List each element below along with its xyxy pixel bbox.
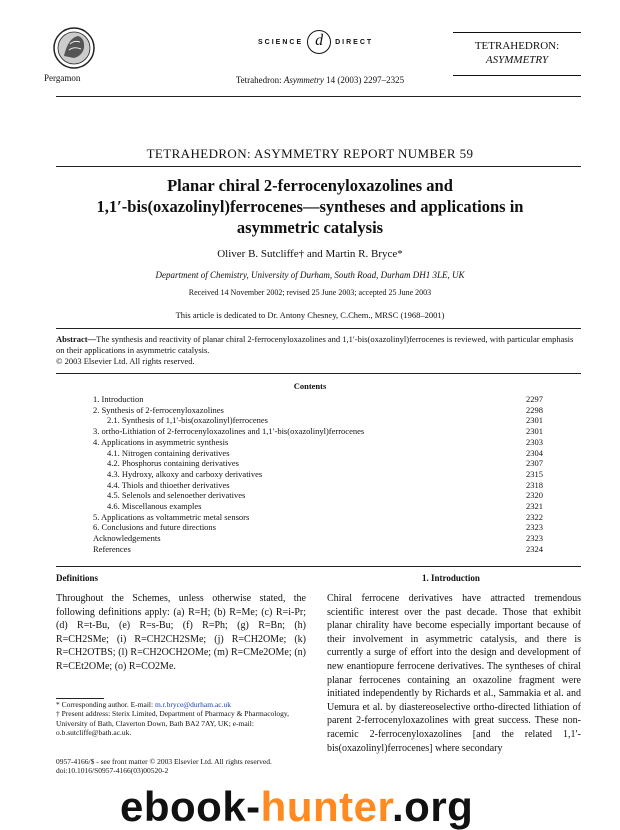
introduction-heading: 1. Introduction [422, 573, 480, 583]
journal-title-box [453, 32, 581, 76]
toc-entry [93, 469, 543, 480]
contents-divider [56, 566, 581, 567]
title-divider [56, 166, 581, 167]
toc-entry-page: 2304 [526, 447, 543, 458]
toc-entry-label: 2.1. Synthesis of 1,1′-bis(oxazolinyl)ferrocenes [107, 415, 268, 426]
article-dates: Received 14 November 2002; revised 25 June 2003; accepted 25 June 2003 [188, 288, 432, 297]
front-matter-footer [56, 757, 356, 776]
toc-entry [93, 512, 543, 523]
abstract-label: Abstract— [56, 334, 97, 344]
toc-entry [93, 458, 543, 469]
toc-entry [93, 533, 543, 544]
title-line: 1,1′-bis(oxazolinyl)ferrocenes—syntheses and applications in [96, 197, 524, 216]
toc-entry-page: 2320 [526, 490, 543, 501]
toc-entry-page: 2318 [526, 479, 543, 490]
toc-entry-page: 2303 [526, 436, 543, 447]
toc-entry-page: 2297 [526, 394, 543, 404]
toc-entry-label: 1. Introduction [93, 394, 144, 404]
toc-entry [93, 490, 543, 501]
abstract-text: The synthesis and reactivity of planar chiral 2-ferrocenyloxazolines and 1,1′-bis(oxazolinyl)ferrocenes is reviewed, with particular emphasis on their applications in asymmetric catalysis. [56, 334, 574, 355]
title-line: Planar chiral 2-ferrocenyloxazolines and [167, 176, 453, 195]
contents-title: Contents [293, 381, 327, 391]
toc-entry-label: 2. Synthesis of 2-ferrocenyloxazolines [93, 404, 224, 415]
toc-entry [93, 544, 543, 555]
issn-line: 0957-4166/$ - see front matter © 2003 Elsevier Ltd. All rights reserved. [56, 757, 272, 766]
publisher-name: Pergamon [44, 73, 81, 83]
toc-entry-page: 2315 [526, 468, 543, 479]
table-of-contents [93, 394, 543, 555]
title-line: asymmetric catalysis [236, 218, 384, 237]
toc-entry-page: 2324 [526, 543, 543, 554]
toc-entry-label: 5. Applications as voltammetric metal sensors [93, 511, 250, 522]
toc-entry-label: 3. ortho-Lithiation of 2-ferrocenyloxazolines and 1,1′-bis(oxazolinyl)ferrocenes [93, 426, 365, 437]
watermark: ebook-hunter.org [120, 783, 474, 830]
author-email-link[interactable]: m.r.bryce@durham.ac.uk [154, 700, 232, 709]
journal-citation: Tetrahedron: Asymmetry 14 (2003) 2297–2325 [235, 75, 405, 85]
toc-entry-label: 4.5. Selenols and selenoether derivatives [107, 490, 246, 501]
sciencedirect-mark-icon: d [307, 30, 331, 54]
toc-entry [93, 501, 543, 512]
toc-entry-page: 2301 [526, 426, 543, 437]
toc-entry [93, 415, 543, 426]
toc-entry-page: 2307 [526, 458, 543, 469]
abstract-top-divider [56, 328, 581, 329]
affiliation: Department of Chemistry, University of Durham, South Road, Durham DH1 3LE, UK [155, 270, 465, 280]
toc-entry-page: 2322 [526, 511, 543, 522]
elsevier-tree-logo-icon [52, 26, 96, 70]
toc-entry [93, 405, 543, 416]
abstract-copyright: © 2003 Elsevier Ltd. All rights reserved. [56, 356, 195, 366]
toc-entry-label: 4.1. Nitrogen containing derivatives [107, 447, 230, 458]
toc-entry [93, 394, 543, 405]
toc-entry-label: 4.3. Hydroxy, alkoxy and carboxy derivatives [107, 468, 263, 479]
toc-entry [93, 437, 543, 448]
toc-entry [93, 522, 543, 533]
definitions-text: Throughout the Schemes, unless otherwise stated, the following definitions apply: (a) R=H; (b) R=Me; (c) R=i-Pr; (d) R=t-Bu, (e) R=s-Bu; (f) R=Ph; (g) R=Bn; (h) R=CH2SMe; (i) R=CH2CH2SMe; (j) R=CH2OMe; (k) R=CH2OTBS; (l) R=CH2OCH2OMe; (m) R=CMe2OMe; (n) R=CEt2OMe; (o) R=CO2Me. [56, 593, 306, 672]
report-label: TETRAHEDRON: ASYMMETRY REPORT NUMBER 59 [146, 146, 474, 161]
authors: Oliver B. Sutcliffe† and Martin R. Bryce* [217, 248, 403, 260]
toc-entry-page: 2323 [526, 533, 543, 544]
toc-entry-label: Acknowledgements [93, 533, 161, 544]
toc-entry [93, 480, 543, 491]
doi-line: doi:10.1016/S0957-4166(03)00520-2 [56, 766, 169, 776]
footnote-corresponding: * Corresponding author. E-mail: m.r.bryce@durham.ac.uk [56, 700, 232, 709]
definitions-heading: Definitions [56, 573, 99, 583]
toc-entry-page: 2298 [526, 404, 543, 415]
abstract-bottom-divider [56, 373, 581, 374]
toc-entry-label: 4. Applications in asymmetric synthesis [93, 436, 229, 447]
toc-entry [93, 426, 543, 437]
introduction-text: Chiral ferrocene derivatives have attracted tremendous scientific interest over the past decade. Those that exhibit planar chirality have become especially important because of their involvement in asymmetric catalysis, and there is currently a surge of effort into the design and development of new enantiopure ferrocene derivatives. The syntheses of chiral planar ferrocenes containing an oxazoline fragment were initiated independently by Richards et al., Sammakia et al. and Uemura et al. by diastereoselective ortho-directed lithiation of parent 2-ferrocenyloxazolines with great success. These non-racemic 2-ferrocenyloxazolines [and the related 1,1′-bis(oxazolinyl)ferrocenes] where secondary [327, 593, 581, 754]
toc-entry-label: 4.2. Phosphorus containing derivatives [107, 458, 239, 469]
toc-entry-label: 4.4. Thiols and thioether derivatives [107, 479, 230, 490]
toc-entry-label: 6. Conclusions and future directions [93, 522, 216, 533]
dedication: This article is dedicated to Dr. Antony Chesney, C.Chem., MRSC (1968–2001) [175, 310, 445, 320]
sciencedirect-logo: SCIENCE d DIRECT [258, 30, 373, 54]
toc-entry-page: 2323 [526, 522, 543, 533]
toc-entry-page: 2321 [526, 501, 543, 512]
footnotes [56, 700, 306, 738]
article-title [60, 175, 560, 238]
journal-title-line1: TETRAHEDRON: [474, 40, 560, 52]
toc-entry-page: 2301 [526, 415, 543, 426]
toc-entry-label: 4.6. Miscellanous examples [107, 501, 202, 512]
toc-entry [93, 448, 543, 459]
footnote-present-address: † Present address: Sterix Limited, Department of Pharmacy & Pharmacology, University of Bath, Claverton Down, Bath BA2 7AY, UK; e-mail: o.b.sutcliffe@bath.ac.uk. [56, 709, 289, 738]
footnote-divider [56, 698, 104, 699]
header-divider [56, 96, 581, 97]
toc-entry-label: References [93, 543, 131, 554]
journal-title-line2: ASYMMETRY [485, 54, 549, 66]
abstract [56, 334, 581, 367]
